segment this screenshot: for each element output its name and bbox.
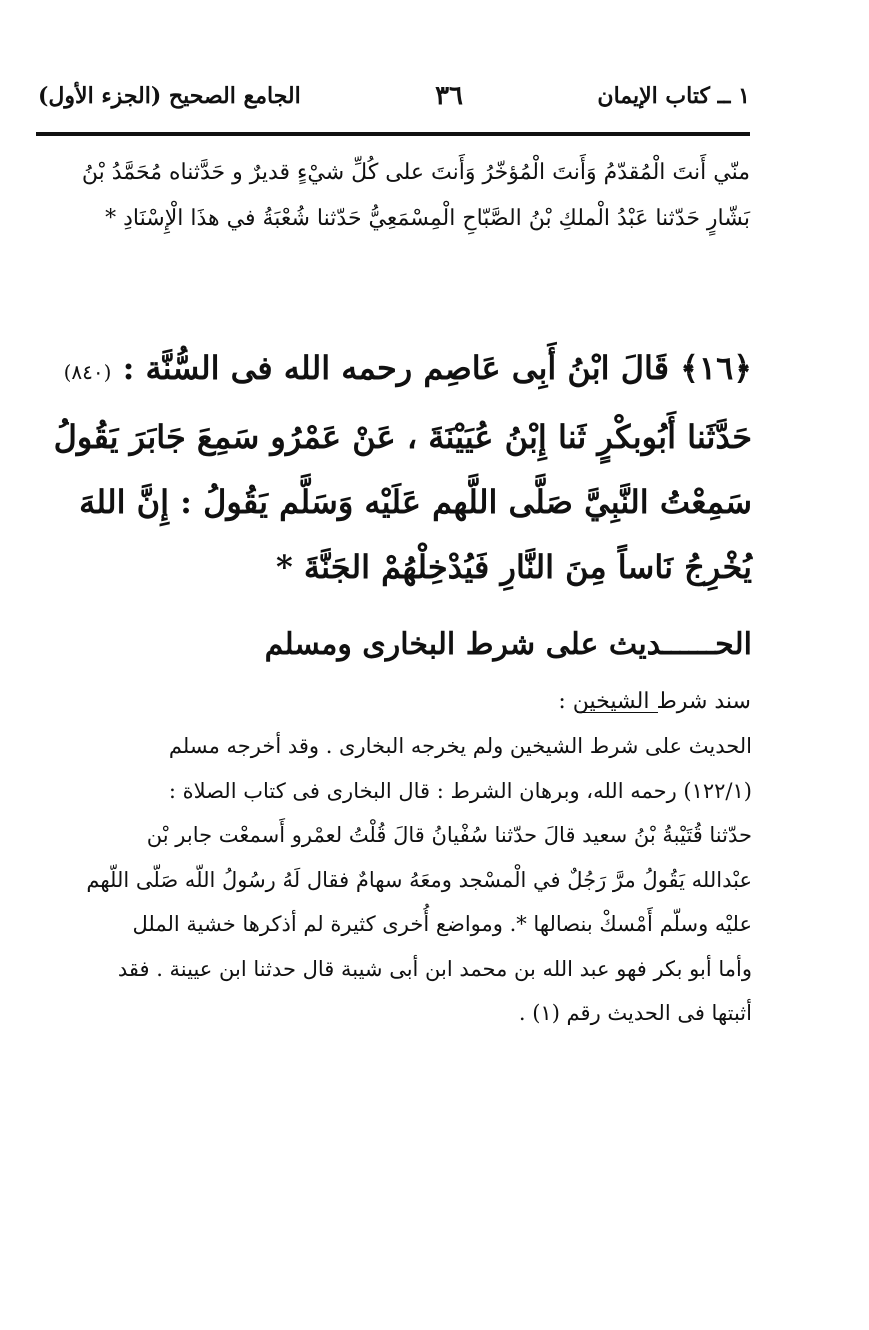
text-line: بَشّارٍ حَدّثنا عَبْدُ الْملكِ بْنُ الصَّبّاحِ الْمِسْمَعِيُّ حَدّثنا شُعْبَةُ في هذَا الْإِسْنَادِ * bbox=[105, 206, 750, 231]
header-rule bbox=[36, 132, 750, 136]
book-title: الجامع الصحيح (الجزء الأول) bbox=[38, 83, 301, 109]
text-line: أثبتها فى الحديث رقم (١) . bbox=[518, 1001, 752, 1025]
hadith-intro: قَالَ ابْنُ أَبِى عَاصِم رحمه الله فى السُّنَّة : bbox=[122, 349, 669, 387]
text-line: الحديث على شرط الشيخين ولم يخرجه البخارى . وقد أخرجه مسلم bbox=[168, 734, 752, 758]
text-line: عليْه وسلّم أَمْسكْ بنصالها *. ومواضع أُخرى كثيرة لم أذكرها خشية الملل bbox=[132, 912, 752, 936]
text-line: (١٢٢/١) رحمه الله، وبرهان الشرط : قال البخارى فى كتاب الصلاة : bbox=[168, 778, 752, 803]
hadith-verdict: الحــــــديث على شرط البخارى ومسلم bbox=[264, 627, 752, 662]
hadith-reference: (٨٤٠) bbox=[63, 360, 112, 384]
continued-text bbox=[40, 150, 750, 242]
hadith-line: يُخْرِجُ نَاساً مِنَ النَّارِ فَيُدْخِلْهُمْ الجَنَّةَ * bbox=[276, 548, 752, 586]
hadith-heading bbox=[40, 336, 752, 405]
hadith-line: سَمِعْتُ النَّبِيَّ صَلَّى اللَّهم عَلَيْه وَسَلَّم يَقُولُ : إِنَّ اللهَ bbox=[79, 483, 752, 521]
section-underline bbox=[577, 712, 658, 713]
section-label: سند شرط الشيخين : bbox=[558, 689, 751, 714]
text-line: عبْدالله يَقُولُ مرَّ رَجُلٌ في الْمسْجد ومعَهُ سهامٌ فقال لَهُ رسُولُ اللّه صَلّى اللّهم bbox=[86, 867, 752, 892]
commentary-text bbox=[40, 724, 752, 1036]
chapter-title: ١ ــ كتاب الإيمان bbox=[597, 83, 750, 109]
page-number: ٣٦ bbox=[435, 81, 464, 111]
hadith-block bbox=[40, 336, 752, 600]
page-header bbox=[38, 78, 750, 114]
hadith-line: حَدَّثَنا أَبُوبكْرٍ ثَنا إِبْنُ عُيَيْنَةَ ، عَنْ عَمْرُو سَمِعَ جَابَرَ يَقُولُ bbox=[53, 418, 752, 456]
text-line: منّي أَنتَ الْمُقدّمُ وَأَنتَ الْمُؤخّرُ وَأَنتَ على كُلِّ شيْءٍ قديرٌ و حَدَّثناه مُحَمَّدُ بْنُ bbox=[81, 160, 750, 185]
hadith-number: ﴿١٦﴾ bbox=[680, 349, 752, 387]
text-line: وأما أبو بكر فهو عبد الله بن محمد ابن أبى شيبة قال حدثنا ابن عيينة . فقد bbox=[117, 956, 752, 981]
text-line: حدّثنا قُتَيْبةُ بْنُ سعيد قالَ حدّثنا سُفْيانُ قالَ قُلْتُ لعمْرو أَسمعْت جابر بْن bbox=[146, 823, 752, 847]
